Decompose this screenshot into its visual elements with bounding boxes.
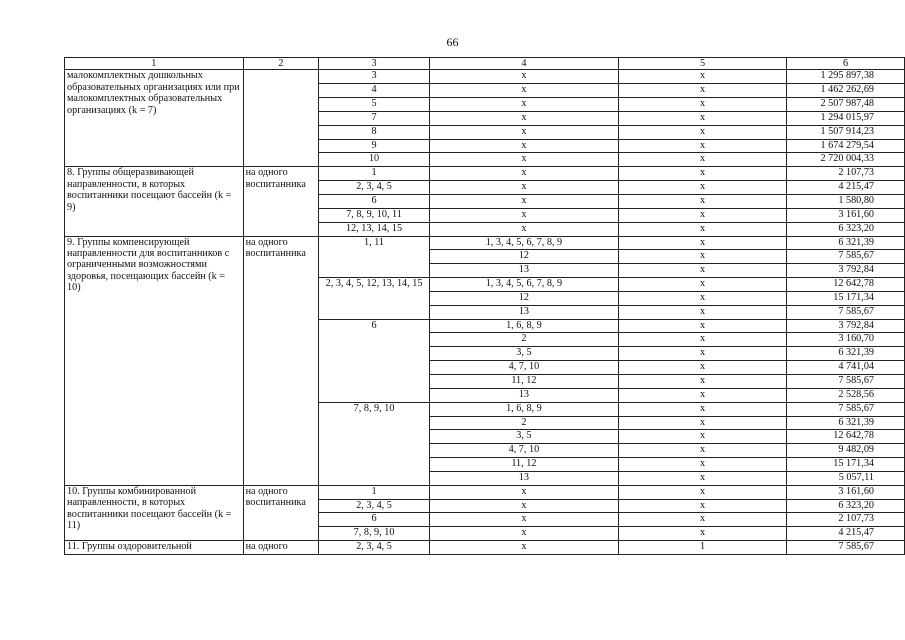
col5-value: x — [618, 278, 786, 292]
col5-value: x — [618, 319, 786, 333]
col5-value: x — [618, 374, 786, 388]
col4-value: x — [429, 167, 618, 181]
amount-value: 4 215,47 — [787, 527, 905, 541]
col4-value: 11, 12 — [429, 374, 618, 388]
col5-value: x — [618, 222, 786, 236]
subgroup-codes: 9 — [319, 139, 430, 153]
col5-value: x — [618, 139, 786, 153]
tariff-table — [64, 57, 905, 555]
col4-value: 4, 7, 10 — [429, 444, 618, 458]
group-label: малокомплектных дошкольных образовательных организациях или при малокомплектных образовательных организациях (k = 7) — [65, 70, 244, 167]
amount-value: 1 294 015,97 — [787, 111, 905, 125]
unit-label: на одного воспитанника — [243, 485, 319, 540]
subgroup-codes: 1 — [319, 167, 430, 181]
col4-value: x — [429, 153, 618, 167]
table-row — [65, 70, 905, 84]
amount-value: 6 321,39 — [787, 236, 905, 250]
amount-value: 6 323,20 — [787, 499, 905, 513]
amount-value: 3 160,70 — [787, 333, 905, 347]
col5-value: x — [618, 513, 786, 527]
amount-value: 5 057,11 — [787, 471, 905, 485]
amount-value: 12 642,78 — [787, 430, 905, 444]
header-cell-5: 5 — [618, 58, 786, 70]
col5-value: x — [618, 167, 786, 181]
col5-value: x — [618, 181, 786, 195]
subgroup-codes: 6 — [319, 319, 430, 402]
amount-value: 1 507 914,23 — [787, 125, 905, 139]
amount-value: 7 585,67 — [787, 250, 905, 264]
col5-value: x — [618, 250, 786, 264]
col4-value: x — [429, 499, 618, 513]
amount-value: 12 642,78 — [787, 278, 905, 292]
amount-value: 15 171,34 — [787, 291, 905, 305]
col5-value: x — [618, 485, 786, 499]
subgroup-codes: 5 — [319, 98, 430, 112]
subgroup-codes: 1, 11 — [319, 236, 430, 278]
group-label: 10. Группы комбинированной направленности, в которых воспитанники посещают бассейн (k = 11) — [65, 485, 244, 540]
col5-value: x — [618, 153, 786, 167]
col5-value: x — [618, 208, 786, 222]
subgroup-codes: 6 — [319, 513, 430, 527]
col5-value: x — [618, 70, 786, 84]
header-cell-3: 3 — [319, 58, 430, 70]
col5-value: x — [618, 347, 786, 361]
col5-value: x — [618, 98, 786, 112]
amount-value: 6 323,20 — [787, 222, 905, 236]
col4-value: 13 — [429, 264, 618, 278]
amount-value: 1 580,80 — [787, 195, 905, 209]
amount-value: 2 720 004,33 — [787, 153, 905, 167]
col5-value: x — [618, 416, 786, 430]
col5-value: x — [618, 236, 786, 250]
amount-value: 7 585,67 — [787, 402, 905, 416]
table-row — [65, 485, 905, 499]
col4-value: 13 — [429, 305, 618, 319]
subgroup-codes: 1 — [319, 485, 430, 499]
subgroup-codes: 2, 3, 4, 5 — [319, 541, 430, 555]
col4-value: 4, 7, 10 — [429, 361, 618, 375]
col5-value: x — [618, 333, 786, 347]
amount-value: 3 161,60 — [787, 208, 905, 222]
subgroup-codes: 2, 3, 4, 5 — [319, 499, 430, 513]
col4-value: 12 — [429, 291, 618, 305]
page-number: 66 — [446, 35, 459, 49]
table-row — [65, 167, 905, 181]
col5-value: x — [618, 111, 786, 125]
header-cell-1: 1 — [65, 58, 244, 70]
amount-value: 4 741,04 — [787, 361, 905, 375]
col4-value: x — [429, 195, 618, 209]
table-body — [65, 58, 905, 555]
subgroup-codes: 2, 3, 4, 5 — [319, 181, 430, 195]
col4-value: 2 — [429, 333, 618, 347]
amount-value: 1 295 897,38 — [787, 70, 905, 84]
col4-value: 1, 6, 8, 9 — [429, 319, 618, 333]
col4-value: x — [429, 485, 618, 499]
subgroup-codes: 3 — [319, 70, 430, 84]
header-cell-4: 4 — [429, 58, 618, 70]
amount-value: 1 462 262,69 — [787, 84, 905, 98]
unit-label: на одного воспитанника — [243, 167, 319, 236]
group-label: 9. Группы компенсирующей направленности для воспитанников с ограниченными возможностями здоровья, посещающих бассейн (k = 10) — [65, 236, 244, 485]
amount-value: 2 528,56 — [787, 388, 905, 402]
amount-value: 2 107,73 — [787, 513, 905, 527]
col4-value: x — [429, 208, 618, 222]
col4-value: x — [429, 84, 618, 98]
col5-value: x — [618, 471, 786, 485]
col5-value: x — [618, 195, 786, 209]
col5-value: x — [618, 430, 786, 444]
header-cell-2: 2 — [243, 58, 319, 70]
col5-value: x — [618, 84, 786, 98]
col4-value: 1, 6, 8, 9 — [429, 402, 618, 416]
unit-label: на одного — [243, 541, 319, 555]
subgroup-codes: 4 — [319, 84, 430, 98]
col4-value: x — [429, 139, 618, 153]
subgroup-codes: 12, 13, 14, 15 — [319, 222, 430, 236]
col4-value: x — [429, 541, 618, 555]
amount-value: 4 215,47 — [787, 181, 905, 195]
col4-value: 2 — [429, 416, 618, 430]
table-row — [65, 541, 905, 555]
col5-value: x — [618, 388, 786, 402]
col4-value: x — [429, 527, 618, 541]
amount-value: 1 674 279,54 — [787, 139, 905, 153]
amount-value: 2 107,73 — [787, 167, 905, 181]
col5-value: x — [618, 527, 786, 541]
subgroup-codes: 6 — [319, 195, 430, 209]
amount-value: 9 482,09 — [787, 444, 905, 458]
unit-label: на одного воспитанника — [243, 236, 319, 485]
col5-value: x — [618, 402, 786, 416]
col5-value: x — [618, 499, 786, 513]
group-label: 11. Группы оздоровительной — [65, 541, 244, 555]
col4-value: 1, 3, 4, 5, 6, 7, 8, 9 — [429, 236, 618, 250]
unit-label — [243, 70, 319, 167]
col5-value: x — [618, 125, 786, 139]
col4-value: x — [429, 222, 618, 236]
col4-value: x — [429, 125, 618, 139]
subgroup-codes: 10 — [319, 153, 430, 167]
col4-value: 11, 12 — [429, 458, 618, 472]
col5-value: x — [618, 264, 786, 278]
col5-value: x — [618, 444, 786, 458]
col5-value: x — [618, 305, 786, 319]
subgroup-codes: 2, 3, 4, 5, 12, 13, 14, 15 — [319, 278, 430, 320]
subgroup-codes: 7, 8, 9, 10, 11 — [319, 208, 430, 222]
col4-value: 13 — [429, 471, 618, 485]
col4-value: x — [429, 70, 618, 84]
header-row — [65, 58, 905, 70]
amount-value: 2 507 987,48 — [787, 98, 905, 112]
col5-value: x — [618, 291, 786, 305]
header-cell-6: 6 — [787, 58, 905, 70]
col5-value: x — [618, 458, 786, 472]
amount-value: 3 792,84 — [787, 319, 905, 333]
amount-value: 7 585,67 — [787, 374, 905, 388]
col5-value: x — [618, 361, 786, 375]
col4-value: x — [429, 513, 618, 527]
col5-value: 1 — [618, 541, 786, 555]
amount-value: 3 792,84 — [787, 264, 905, 278]
col4-value: 1, 3, 4, 5, 6, 7, 8, 9 — [429, 278, 618, 292]
col4-value: x — [429, 181, 618, 195]
subgroup-codes: 7, 8, 9, 10 — [319, 402, 430, 485]
col4-value: x — [429, 111, 618, 125]
group-label: 8. Группы общеразвивающей направленности, в которых воспитанники посещают бассейн (k = 9) — [65, 167, 244, 236]
col4-value: 3, 5 — [429, 347, 618, 361]
amount-value: 7 585,67 — [787, 541, 905, 555]
amount-value: 6 321,39 — [787, 347, 905, 361]
col4-value: x — [429, 98, 618, 112]
col4-value: 12 — [429, 250, 618, 264]
col4-value: 3, 5 — [429, 430, 618, 444]
amount-value: 6 321,39 — [787, 416, 905, 430]
table-row — [65, 236, 905, 250]
subgroup-codes: 8 — [319, 125, 430, 139]
amount-value: 7 585,67 — [787, 305, 905, 319]
subgroup-codes: 7 — [319, 111, 430, 125]
subgroup-codes: 7, 8, 9, 10 — [319, 527, 430, 541]
amount-value: 3 161,60 — [787, 485, 905, 499]
col4-value: 13 — [429, 388, 618, 402]
amount-value: 15 171,34 — [787, 458, 905, 472]
